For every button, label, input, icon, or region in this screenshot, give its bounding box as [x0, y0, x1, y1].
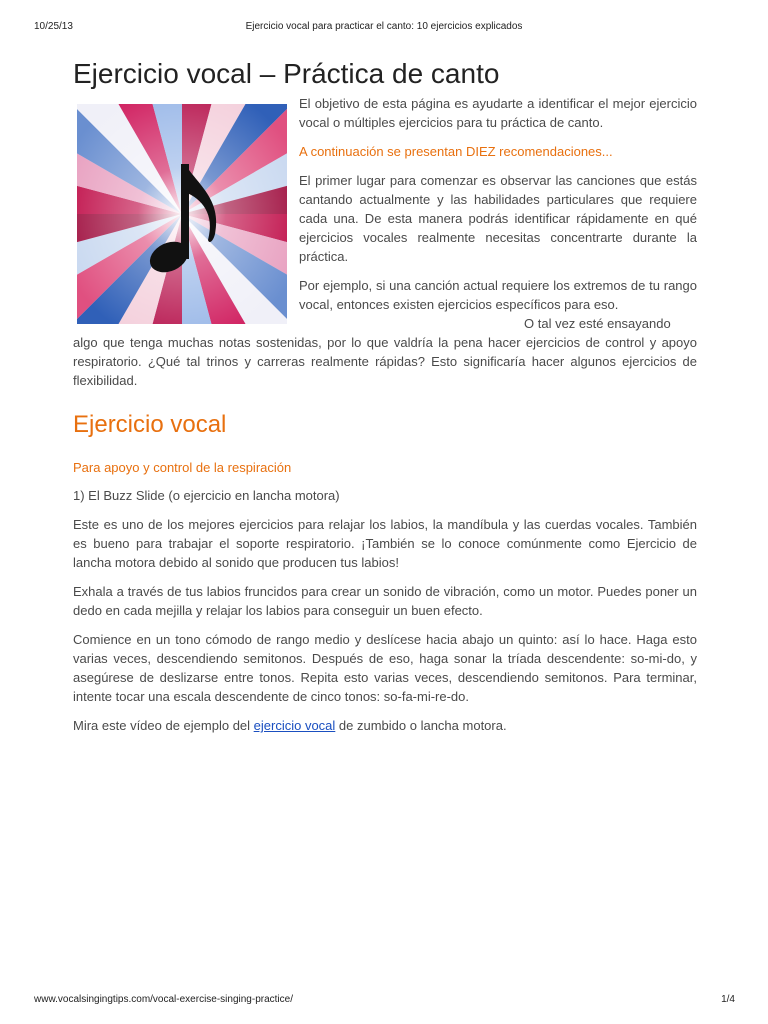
- print-page-title: Ejercicio vocal para practicar el canto: 10 ejercicios explicados: [245, 21, 523, 32]
- video-text-before: Mira este vídeo de ejemplo del: [73, 718, 254, 733]
- intro-paragraph-1: El objetivo de esta página es ayudarte a identificar el mejor ejercicio vocal o múltiples ejercicios para tu práctica de canto.: [299, 96, 697, 130]
- print-date: 10/25/13: [34, 21, 73, 32]
- body-paragraph-2: Exhala a través de tus labios fruncidos para crear un sonido de vibración, como un motor. Puedes poner un dedo en cada mejilla y relajar los labios para conseguir un buen efecto.: [73, 584, 697, 618]
- body-paragraph-1: Este es uno de los mejores ejercicios para relajar los labios, la mandíbula y las cuerdas vocales. También es bueno para trabajar el soporte respiratorio. ¡También se lo conoce comúnmente como Ejercicio de lancha motora debido al sonido que producen tus labios!: [73, 517, 697, 570]
- page-number: 1/4: [721, 994, 735, 1005]
- list-item: 1) El Buzz Slide (o ejercicio en lancha motora): [73, 488, 340, 503]
- music-note-icon: [77, 104, 287, 324]
- intro-paragraph-4b-start: O tal vez esté ensayando: [524, 316, 671, 331]
- body-paragraph-4: [73, 716, 697, 735]
- intro-paragraph-4a: Por ejemplo, si una canción actual requiere los extremos de tu rango vocal, entonces existen ejercicios específicos para eso.: [299, 278, 697, 312]
- exercise-link[interactable]: ejercicio vocal: [253, 718, 336, 733]
- print-url: www.vocalsingingtips.com/vocal-exercise-singing-practice/: [34, 994, 293, 1005]
- body-paragraph-3: Comience en un tono cómodo de rango medio y deslícese hacia abajo un quinto: así lo hace. Haga esto varias veces, descendiendo semitonos. Después de eso, haga sonar la tríada descendente: so-mi-do, y asegúrese de deslizarse entre tonos. Repita esto varias veces, descendiendo semitonos. Para terminar, intente tocar una escala descendente de cinco tonos: so-fa-mi-re-do.: [73, 632, 697, 704]
- intro-paragraph-2: A continuación se presentan DIEZ recomendaciones...: [299, 144, 613, 159]
- section-heading: Ejercicio vocal: [73, 411, 227, 438]
- article: [73, 54, 697, 745]
- intro-paragraph-4b: algo que tenga muchas notas sostenidas, por lo que valdría la pena hacer ejercicios de control y apoyo respiratorio. ¿Qué tal trinos y carreras realmente rápidas? Esto significaría hacer algunos ejercicios de flexibilidad.: [73, 335, 697, 388]
- article-title: Ejercicio vocal – Práctica de canto: [73, 58, 500, 89]
- sub-heading: Para apoyo y control de la respiración: [73, 460, 292, 475]
- video-text-after: de zumbido o lancha motora.: [335, 718, 507, 733]
- intro-paragraph-3: El primer lugar para comenzar es observar las canciones que estás cantando actualmente y las habilidades particulares que requiere cada una. De esta manera podrás identificar rápidamente en qué ejercicios vocales realmente necesitas concentrarte durante la práctica.: [299, 173, 697, 264]
